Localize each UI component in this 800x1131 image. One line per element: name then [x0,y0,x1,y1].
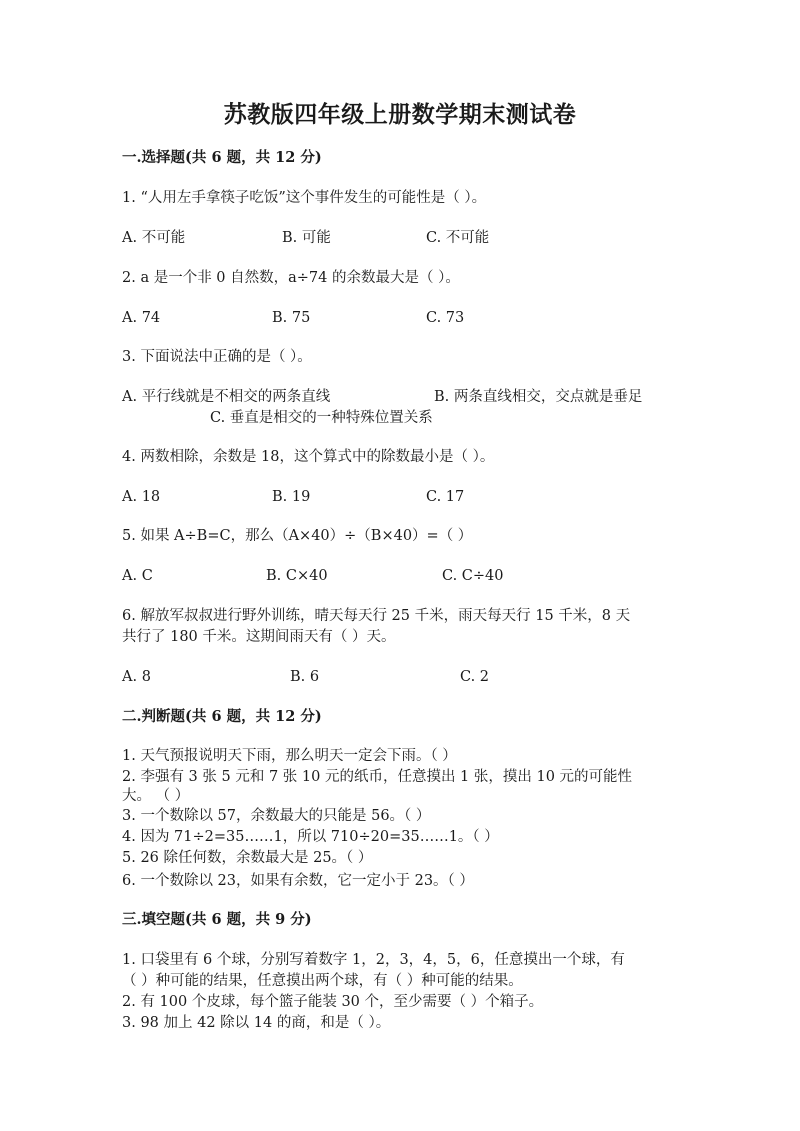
option-a: A. 8 [122,669,151,685]
judgment-item: 1. 天气预报说明天下雨，那么明天一定会下雨。（ ） [122,748,457,764]
fill-item: 1. 口袋里有 6 个球，分别写着数字 1，2，3，4，5，6，任意摸出一个球，有 [122,952,625,968]
judgment-item: 3. 一个数除以 57，余数最大的只能是 56。（ ） [122,808,431,824]
option-a: A. C [122,568,153,584]
question-stem: 3. 下面说法中正确的是（ ）。 [122,349,312,365]
option-b: B. 6 [290,669,320,685]
section-heading-choice: 一.选择题(共 6 题，共 12 分) [122,149,322,166]
option-a: A. 18 [122,489,161,505]
option-c: C. C÷40 [442,568,504,584]
question-stem-line2: 共行了 180 千米。这期间雨天有（ ）天。 [122,629,396,645]
fill-item-continuation: （ ）种可能的结果，任意摸出两个球，有（ ）种可能的结果。 [122,973,523,989]
question-stem-line1: 6. 解放军叔叔进行野外训练，晴天每天行 25 千米，雨天每天行 15 千米，8 天 [122,608,631,624]
page-title: 苏教版四年级上册数学期末测试卷 [223,101,577,128]
option-a: A. 不可能 [122,230,186,246]
judgment-item: 2. 李强有 3 张 5 元和 7 张 10 元的纸币，任意摸出 1 张，摸出 10 元的可能性 [122,769,633,785]
judgment-item: 6. 一个数除以 23，如果有余数，它一定小于 23。（ ） [122,873,474,889]
option-c: C. 73 [426,310,465,326]
question-stem: 2. a 是一个非 0 自然数，a÷74 的余数最大是（ ）。 [122,270,460,286]
fill-item: 3. 98 加上 42 除以 14 的商，和是（ ）。 [122,1015,391,1031]
judgment-item: 4. 因为 71÷2=35……1，所以 710÷20=35……1。（ ） [122,829,499,845]
option-a: A. 平行线就是不相交的两条直线 [122,389,331,405]
option-b: B. 75 [272,310,311,326]
option-b: B. 可能 [282,230,331,246]
option-c: C. 17 [426,489,465,505]
option-b: B. 两条直线相交，交点就是垂足 [434,389,643,405]
option-b: B. C×40 [266,568,328,584]
question-stem: 4. 两数相除，余数是 18，这个算式中的除数最小是（ ）。 [122,449,495,465]
fill-item: 2. 有 100 个皮球，每个篮子能装 30 个，至少需要（ ）个箱子。 [122,994,544,1010]
judgment-item: 5. 26 除任何数，余数最大是 25。（ ） [122,850,373,866]
question-stem: 5. 如果 A÷B=C，那么（A×40）÷（B×40）=（ ） [122,528,473,544]
option-c: C. 垂直是相交的一种特殊位置关系 [210,410,433,426]
option-c: C. 2 [460,669,490,685]
option-a: A. 74 [122,310,161,326]
section-heading-judgment: 二.判断题(共 6 题，共 12 分) [122,708,322,725]
option-c: C. 不可能 [426,230,490,246]
question-stem: 1. “人用左手拿筷子吃饭”这个事件发生的可能性是（ ）。 [122,190,487,206]
section-heading-fill-blank: 三.填空题(共 6 题，共 9 分) [122,911,312,928]
option-b: B. 19 [272,489,311,505]
judgment-item-continuation: 大。 （ ） [122,788,190,804]
